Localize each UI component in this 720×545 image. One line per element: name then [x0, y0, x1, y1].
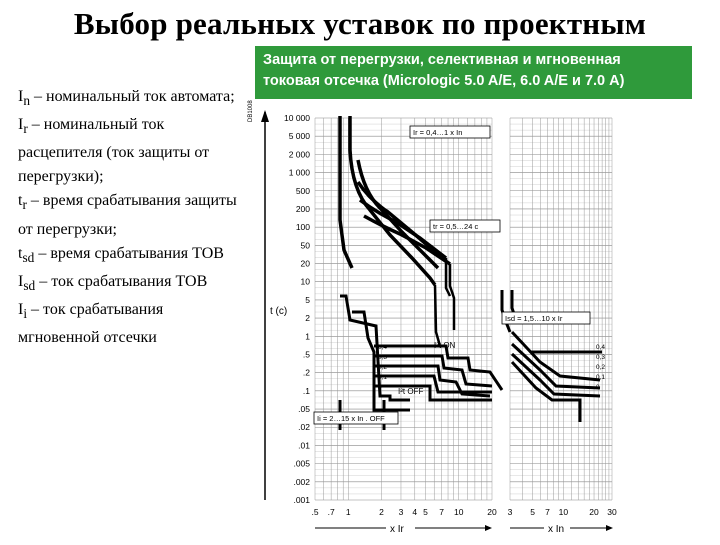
annotation-i2t-on: I²t ON [434, 341, 456, 350]
x-tick-label: 2 [379, 507, 384, 517]
tsd-label: 0,2 [378, 364, 388, 371]
y-tick-label: 1 [305, 331, 310, 342]
annotation-isd [502, 312, 590, 324]
definition-item: $I_{sd}$ – ток срабатывания ТОВ [18, 272, 208, 293]
x-tick-label: 30 [607, 507, 617, 517]
side-code: DB100822 [248, 100, 254, 122]
x-axis-arrow-icon [485, 525, 492, 531]
x-axis-arrow-icon [606, 525, 613, 531]
y-tick-label: 5 000 [288, 131, 310, 142]
x-tick-label: 3 [507, 507, 513, 517]
y-tick-label: .001 [293, 495, 310, 505]
x-axis-label-left: x Ir [390, 524, 404, 535]
curve-line [512, 362, 580, 422]
y-tick-label: 10 [300, 276, 310, 287]
definition-item: $I_n$ – номинальный ток автомата; [18, 88, 235, 109]
definition-item: $t_{sd}$ – время срабатывания ТОВ [18, 244, 224, 265]
overload-curves [340, 116, 450, 285]
definition-item: $t_r$ – время срабатывания защиты от перегрузки; [18, 192, 237, 238]
y-tick-label: 10 000 [284, 113, 310, 123]
y-tick-label: 2 000 [288, 149, 310, 160]
banner-line-2: токовая отсечка (Micrologic 5.0 A/E, 6.0 A/E и 7.0 A) [263, 73, 625, 89]
annotation-tr [430, 220, 500, 232]
svg-text:Ii = 2…15 x In . OFF: Ii = 2…15 x In . OFF [317, 414, 385, 423]
x-tick-label: 20 [589, 507, 599, 517]
annotation-ir [410, 126, 490, 138]
y-tick-label: 20 [300, 258, 310, 269]
y-tick-label: .02 [298, 422, 310, 433]
x-tick-label: 7 [439, 507, 444, 517]
x-tick-label: 7 [545, 507, 550, 517]
tsd-curves-left [340, 296, 502, 430]
x-tick-label: 1 [345, 507, 351, 517]
slide-title: Выбор реальных уставок по проектным [73, 6, 647, 41]
y-tick-label: .1 [302, 385, 310, 396]
y-tick-label: 2 [305, 313, 310, 324]
curve-line [502, 290, 510, 332]
y-ticks [284, 113, 310, 505]
curve-line [435, 285, 440, 346]
y-tick-label: .05 [298, 404, 310, 415]
definitions-list [18, 85, 243, 350]
y-axis-label: t (c) [270, 306, 288, 317]
y-tick-label: 1 000 [288, 167, 310, 178]
svg-text:Ir = 0,4…1 x In: Ir = 0,4…1 x In [413, 128, 463, 137]
definition-item: $I_i$ – ток срабатывания мгновенной отсечки [18, 300, 164, 347]
y-tick-label: 200 [295, 203, 310, 214]
y-tick-label: 100 [295, 222, 310, 233]
curve-line [450, 264, 454, 330]
x-tick-label: 5 [530, 507, 535, 517]
trip-curve-svg [240, 100, 710, 540]
tsd-label: 0,1 [378, 374, 388, 381]
y-tick-label: .01 [298, 440, 310, 451]
x-tick-label: 10 [558, 507, 569, 517]
tsd-label: 0,3 [596, 354, 606, 361]
curves-right [502, 290, 602, 422]
tsd-label: 0 [378, 384, 382, 391]
x-tick-label: 4 [412, 507, 418, 517]
y-tick-label: .005 [293, 458, 310, 469]
svg-text:Isd = 1,5…10 x Ir: Isd = 1,5…10 x Ir [505, 314, 563, 323]
curve-line [358, 160, 438, 268]
x-tick-label: .5 [311, 507, 319, 517]
y-tick-label: 5 [305, 294, 310, 305]
banner-line-1: Защита от перегрузки, селективная и мгновенная [263, 52, 621, 68]
x-ticks [311, 507, 617, 517]
tsd-label: 0,4 [378, 344, 388, 351]
y-tick-label: 500 [295, 185, 310, 196]
y-tick-label: .5 [302, 349, 310, 360]
annotation-ii [314, 412, 398, 424]
x-tick-label: .7 [327, 507, 335, 517]
trip-curve-chart [240, 100, 710, 545]
tsd-label: 0,3 [378, 354, 388, 361]
x-tick-label: 3 [398, 507, 404, 517]
grid-right [510, 118, 612, 500]
x-tick-label: 5 [423, 507, 428, 517]
tsd-label: 0,4 [596, 344, 606, 351]
svg-text:tr = 0,5…24 c: tr = 0,5…24 c [433, 222, 479, 231]
y-tick-label: .002 [293, 476, 310, 487]
chart-banner [255, 46, 692, 99]
isd-band [435, 258, 454, 346]
x-axis-label-right: x In [548, 524, 565, 535]
annotation-i2t-off: I²t OFF [398, 387, 424, 396]
tsd-label: 0 [596, 384, 600, 391]
y-axis-arrow-icon [261, 110, 269, 122]
tsd-label: 0,2 [596, 364, 606, 371]
y-tick-label: 50 [300, 240, 310, 251]
definition-item: $I_r$ – номинальный ток расцепителя (ток защиты от перегрузки); [18, 116, 210, 186]
x-tick-label: 10 [454, 507, 464, 517]
x-tick-label: 20 [487, 507, 497, 517]
y-tick-label: .2 [302, 367, 310, 378]
tsd-label: 0,1 [596, 374, 606, 381]
